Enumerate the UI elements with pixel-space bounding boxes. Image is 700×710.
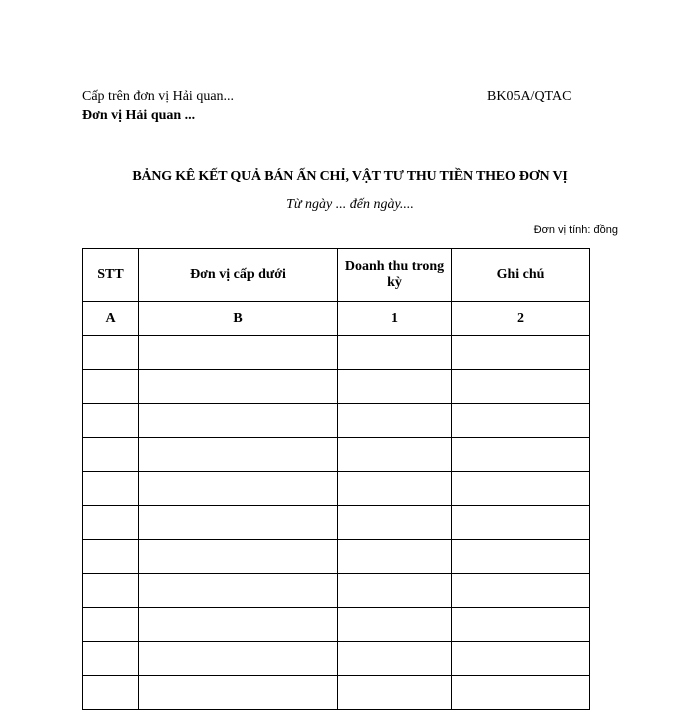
table-cell [338,506,452,540]
table-row [83,438,590,472]
table-cell [139,676,338,710]
table-row [83,472,590,506]
table-cell [452,676,590,710]
table-cell [338,608,452,642]
table-cell [452,574,590,608]
column-code-row [83,302,590,336]
table-cell [338,540,452,574]
table-cell [139,472,338,506]
currency-unit: Đơn vị tính: đồng [533,224,618,236]
table-cell [338,438,452,472]
table-cell [452,370,590,404]
table-cell [83,336,139,370]
column-code-1: 1 [338,302,452,336]
table-cell [139,540,338,574]
column-header-stt: STT [83,249,139,302]
table-cell [83,608,139,642]
report-table [82,248,590,710]
table-body [83,302,590,710]
table-cell [338,642,452,676]
table-row [83,404,590,438]
table-cell [139,574,338,608]
table-cell [139,642,338,676]
table-cell [452,506,590,540]
table-cell [139,608,338,642]
table-row [83,676,590,710]
table-cell [452,336,590,370]
table-cell [139,370,338,404]
table-cell [338,676,452,710]
table-cell [452,404,590,438]
table-cell [83,404,139,438]
table-cell [83,438,139,472]
table-cell [83,472,139,506]
table-cell [338,574,452,608]
table-row [83,336,590,370]
table-cell [338,472,452,506]
table-cell [139,404,338,438]
table-cell [83,370,139,404]
table-cell [452,438,590,472]
table-cell [338,404,452,438]
table-cell [452,472,590,506]
table-cell [338,336,452,370]
table-cell [338,370,452,404]
table-row [83,608,590,642]
upper-agency-label: Cấp trên đơn vị Hải quan... [82,89,235,104]
table-cell [83,676,139,710]
table-cell [139,506,338,540]
table-row [83,506,590,540]
date-range: Từ ngày ... đến ngày.... [286,197,414,212]
customs-unit-label: Đơn vị Hải quan ... [82,108,196,123]
table-row [83,370,590,404]
table-cell [139,336,338,370]
table-cell [452,540,590,574]
table-row [83,540,590,574]
column-header-revenue: Doanh thu trong kỳ [338,249,452,302]
table-cell [139,438,338,472]
table-cell [83,574,139,608]
table-cell [452,642,590,676]
form-code: BK05A/QTAC [487,89,572,104]
table-row [83,642,590,676]
table-cell [83,506,139,540]
column-code-2: 2 [452,302,590,336]
table-cell [83,540,139,574]
column-header-notes: Ghi chú [452,249,590,302]
table-row [83,574,590,608]
column-code-a: A [83,302,139,336]
table-cell [83,642,139,676]
column-code-b: B [139,302,338,336]
table-header-row [83,249,590,302]
column-header-subordinate-unit: Đơn vị cấp dưới [139,249,338,302]
table-cell [452,608,590,642]
document-title: BẢNG KÊ KẾT QUẢ BÁN ẤN CHỈ, VẬT TƯ THU TIỀN THEO ĐƠN VỊ [132,169,568,184]
